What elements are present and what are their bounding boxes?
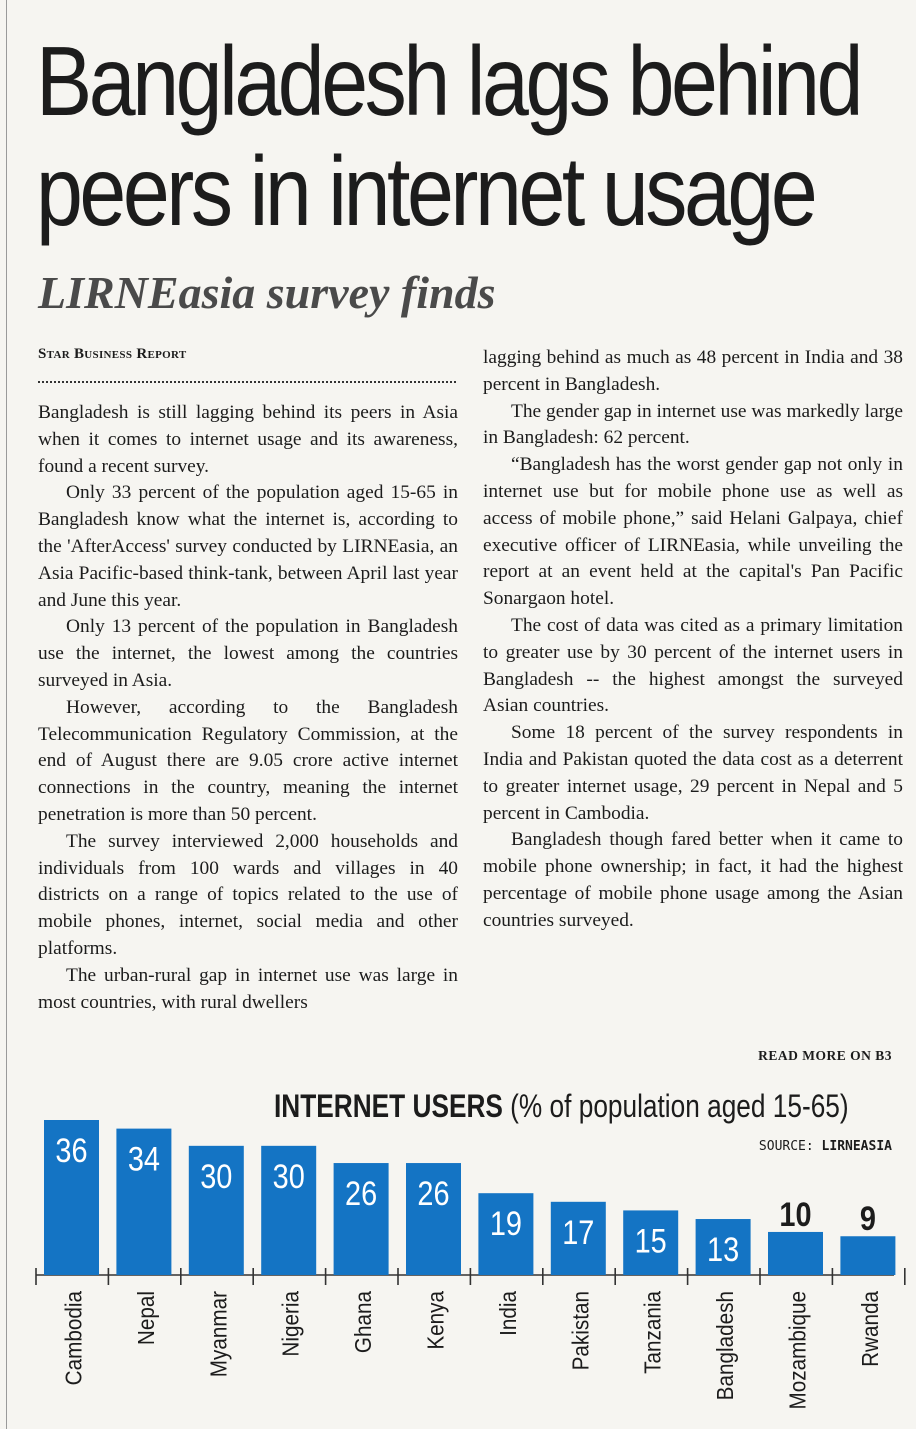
bar-value-label: 30 xyxy=(272,1156,305,1196)
bar-value-label: 15 xyxy=(634,1221,667,1260)
article-paragraph: The survey interviewed 2,000 households and individuals from 100 wards and villages in 40 districts on a range of topics related to the use of mobile phones, internet, social media and other platforms. xyxy=(38,830,458,959)
chart-source-name: LIRNEASIA xyxy=(821,1139,892,1154)
bar-value-label: 36 xyxy=(55,1130,88,1170)
article-paragraph: Some 18 percent of the survey respondents in India and Pakistan quoted the data cost as a deterrent to greater internet usage, 29 percent in Nepal and 5 percent in Cambodia. xyxy=(483,722,903,824)
chart-source-label: SOURCE: xyxy=(758,1139,822,1154)
bar-value-label: 9 xyxy=(859,1199,876,1238)
subheadline: LIRNEasia survey finds xyxy=(38,267,496,318)
article-paragraph: lagging behind as much as 48 percent in India and 38 percent in Bangladesh. xyxy=(483,347,903,395)
bar-value-label: 17 xyxy=(562,1212,595,1252)
headline-line-1: Bangladesh lags behind xyxy=(36,26,861,136)
read-more-link[interactable]: READ MORE ON B3 xyxy=(758,1048,892,1063)
bar-value-label: 10 xyxy=(779,1194,812,1234)
article-paragraph: Bangladesh though fared better when it came to mobile phone ownership; in fact, it had the highest percentage of mobile phone usage among the Asian countries surveyed. xyxy=(483,829,903,931)
bar-value-label: 26 xyxy=(417,1173,450,1213)
category-label-mozambique: Mozambique xyxy=(784,1291,811,1410)
bar-value-label: 30 xyxy=(200,1156,233,1196)
category-label-cambodia: Cambodia xyxy=(60,1291,87,1386)
article-paragraph: Bangladesh is still lagging behind its peers in Asia when it comes to internet usage and its awareness, found a recent survey. xyxy=(38,402,458,477)
chart-title-bold: INTERNET USERS xyxy=(274,1088,503,1124)
byline-text: Star Business Report xyxy=(38,346,187,362)
category-label-myanmar: Myanmar xyxy=(205,1291,232,1378)
bar-value-label: 19 xyxy=(489,1203,522,1243)
category-label-ghana: Ghana xyxy=(350,1291,377,1354)
chart-title-rest: (% of population aged 15-65) xyxy=(502,1088,849,1124)
article-paragraph: However, according to the Bangladesh Telecommunication Regulatory Commission, at the end of August there are 9.05 crore active internet connections in the country, meaning the internet penetration is more than 50 percent. xyxy=(38,696,458,825)
category-label-nepal: Nepal xyxy=(132,1291,160,1346)
bar-value-label: 13 xyxy=(707,1229,740,1269)
category-label-pakistan: Pakistan xyxy=(567,1291,594,1371)
article-paragraph: “Bangladesh has the worst gender gap not only in internet use but for mobile phone use as well as access of mobile phone,” said Helani Galpaya, chief executive officer of LIRNEasia, while unveiling the report at an event held at the capital's Pan Pacific Sonargaon hotel. xyxy=(483,454,903,610)
category-label-india: India xyxy=(494,1291,522,1336)
article-paragraph: Only 33 percent of the population aged 15-65 in Bangladesh know what the internet is, according to the 'AfterAccess' survey conducted by LIRNEasia, an Asia Pacific-based think-tank, between April last year and June this year. xyxy=(38,482,458,611)
article-paragraph: The cost of data was cited as a primary limitation to greater use by 30 percent of the internet users in Bangladesh -- the highest amongst the surveyed Asian countries. xyxy=(483,614,903,717)
bar-mozambique xyxy=(768,1232,823,1275)
article-paragraph: Only 13 percent of the population in Bangladesh use the internet, the lowest among the countries surveyed in Asia. xyxy=(38,616,458,691)
article-paragraph: The gender gap in internet use was markedly large in Bangladesh: 62 percent. xyxy=(483,400,903,449)
category-label-kenya: Kenya xyxy=(422,1291,449,1350)
bar-rwanda xyxy=(840,1236,895,1275)
category-label-tanzania: Tanzania xyxy=(639,1291,666,1374)
category-label-rwanda: Rwanda xyxy=(856,1291,884,1367)
bar-value-label: 26 xyxy=(345,1173,378,1213)
category-label-bangladesh: Bangladesh xyxy=(712,1291,739,1401)
bar-value-label: 34 xyxy=(127,1139,160,1179)
headline-line-2: peers in internet usage xyxy=(36,136,815,246)
article-paragraph: The urban-rural gap in internet use was large in most countries, with rural dwellers xyxy=(38,964,458,1013)
category-label-nigeria: Nigeria xyxy=(277,1291,304,1357)
